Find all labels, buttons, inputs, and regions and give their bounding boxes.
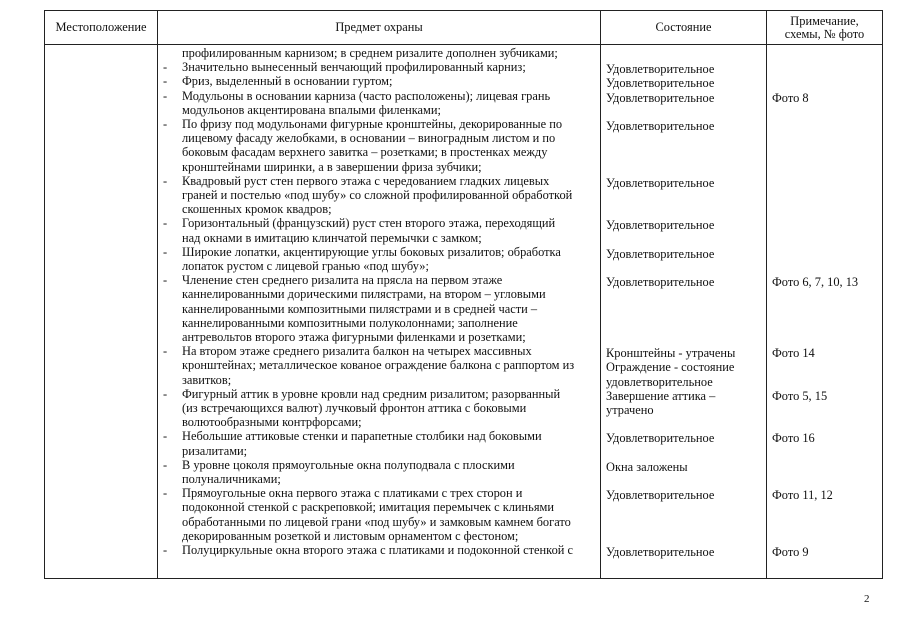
bullet-dash: - (163, 173, 168, 188)
subject-text: граней и постелью «под шубу» со сложной профилированной обработкой (182, 188, 573, 202)
column-divider-2 (600, 10, 601, 579)
subject-text: Широкие лопатки, акцентирующие углы боковых ризалитов; обработка (182, 244, 561, 259)
state-text: Ограждение - состояние (606, 360, 735, 375)
state-text: Удовлетворительное (606, 119, 715, 133)
state-text: Окна заложены (606, 459, 688, 474)
subject-text: По фризу под модульонами фигурные кронштейны, декорированные по (182, 117, 563, 131)
state-text: Удовлетворительное (606, 90, 715, 105)
subject-text: На втором этаже среднего ризалита балкон на четырех массивных (182, 344, 532, 359)
state-text: Удовлетворительное (606, 76, 715, 91)
state-text: Удовлетворительное (606, 431, 715, 446)
subject-text: полуналичниками; (182, 472, 281, 486)
note-text: Фото 6, 7, 10, 13 (772, 275, 859, 290)
note-text: Фото 5, 15 (772, 388, 828, 403)
subject-text: Членение стен среднего ризалита на прясла на первом этаже (182, 273, 503, 288)
state-text: Удовлетворительное (606, 246, 715, 261)
subject-text: каннелированными дорическими пилястрами, на втором – угловыми (182, 287, 546, 302)
subject-text: (из встречающихся валют) лучковый фронтон аттика с боковыми (182, 401, 527, 415)
note-text: Фото 16 (772, 431, 815, 446)
subject-text: Горизонтальный (французский) руст стен второго этажа, переходящий (182, 216, 556, 231)
note-text: Фото 11, 12 (772, 488, 833, 503)
bullet-dash: - (163, 486, 168, 501)
header-subject (158, 11, 600, 44)
subject-text: Небольшие аттиковые стенки и парапетные столбики над боковыми (182, 429, 542, 444)
header-state-label: Состояние (655, 20, 712, 34)
header-location (45, 11, 157, 44)
subject-text: профилированным карнизом; в среднем ризалите дополнен зубчиками; (182, 46, 558, 60)
table-header-bottom-border (44, 44, 883, 45)
subject-text: ризалитами; (182, 443, 248, 458)
note-text: Фото 8 (772, 90, 809, 105)
bullet-dash: - (163, 543, 168, 557)
bullet-dash: - (163, 216, 168, 231)
note-text: Фото 14 (772, 346, 815, 361)
bullet-dash: - (163, 386, 168, 401)
bullet-dash: - (163, 244, 168, 259)
subject-text: каннелированными композитными полуколоннами; заполнение (182, 315, 518, 330)
subject-text: обработанными по лицевой грани «под шубу» и замковым камнем богато (182, 514, 571, 529)
column-divider-1 (157, 10, 158, 579)
column-divider-3 (766, 10, 767, 579)
subject-text: Модульоны в основании карниза (часто расположены); лицевая грань (182, 88, 551, 103)
table-bottom-border (44, 578, 883, 579)
state-text: Кронштейны - утрачены (606, 346, 736, 361)
subject-text: Фигурный аттик в уровне кровли над средним ризалитом; разорванный (182, 386, 561, 401)
header-note-label-line2: схемы, № фото (784, 26, 865, 41)
state-text: Удовлетворительное (606, 488, 715, 503)
bullet-dash: - (163, 457, 168, 472)
subject-text: лопаток рустом с лицевой гранью «под шубу»; (182, 259, 429, 273)
state-text: Завершение аттика – (606, 388, 716, 403)
subject-text: лицевому фасаду желобками, в основании – виноградным листом и по (182, 131, 556, 146)
subject-text: Квадровый руст стен первого этажа с чередованием гладких лицевых (182, 173, 550, 188)
subject-text: декорированным розеткой и листовым орнаментом с фестоном; (182, 528, 519, 543)
subject-text: Полуциркульные окна второго этажа с платиками и подоконной стенкой с (182, 543, 573, 557)
table-left-border (44, 10, 45, 579)
subject-text: Фриз, выделенный в основании гуртом; (182, 74, 393, 89)
bullet-dash: - (163, 273, 168, 288)
subject-text: боковым фасадам верхнего завитка – розетками; в простенках между (182, 145, 548, 160)
state-text: Удовлетворительное (606, 218, 715, 233)
subject-text: кронштейнах; металлическое кованое ограждение балкона с раппортом из (182, 358, 575, 373)
bullet-dash: - (163, 117, 168, 131)
bullet-dash: - (163, 74, 168, 89)
subject-text: скошенных кромок квадров; (182, 202, 332, 217)
subject-text: завитков; (182, 372, 232, 387)
subject-text: подоконной стенкой с раскреповкой; имитация перемычек с клиньями (182, 500, 554, 515)
header-state (601, 11, 766, 44)
bullet-dash: - (163, 344, 168, 359)
subject-text: над окнами в имитацию клинчатой перемычки с замком; (182, 230, 482, 245)
state-text: Удовлетворительное (606, 175, 715, 190)
state-text: Удовлетворительное (606, 275, 715, 290)
subject-text: антревольтов второго этажа фигурными филенками и розетками; (182, 330, 526, 344)
subject-text: модульонов акцентирована впалыми филенками; (182, 102, 441, 117)
state-text: Удовлетворительное (606, 545, 715, 559)
state-text: Удовлетворительное (606, 62, 715, 77)
bullet-dash: - (163, 88, 168, 103)
header-subject-label: Предмет охраны (335, 20, 423, 34)
subject-text: Значительно вынесенный венчающий профилированный карниз; (182, 60, 526, 75)
page-number: 2 (864, 593, 870, 605)
subject-text: Прямоугольные окна первого этажа с платиками с трех сторон и (182, 486, 523, 501)
subject-text: каннелированными композитными пилястрами и в средней части – (182, 301, 538, 316)
subject-text: волютообразными контрфорсами; (182, 415, 362, 430)
bullet-dash: - (163, 429, 168, 444)
subject-text: В уровне цоколя прямоугольные окна полуподвала с плоскими (182, 457, 515, 472)
state-text: удовлетворительное (606, 374, 713, 389)
table-right-border (882, 10, 883, 579)
note-text: Фото 9 (772, 545, 809, 559)
header-location-label: Местоположение (55, 20, 147, 34)
header-note (767, 11, 882, 44)
header-note-label-line1: Примечание, (790, 13, 859, 28)
state-text: утрачено (606, 403, 654, 417)
bullet-dash: - (163, 60, 168, 75)
subject-text: кронштейнами ширинки, а в завершении фриза зубчики; (182, 159, 482, 174)
